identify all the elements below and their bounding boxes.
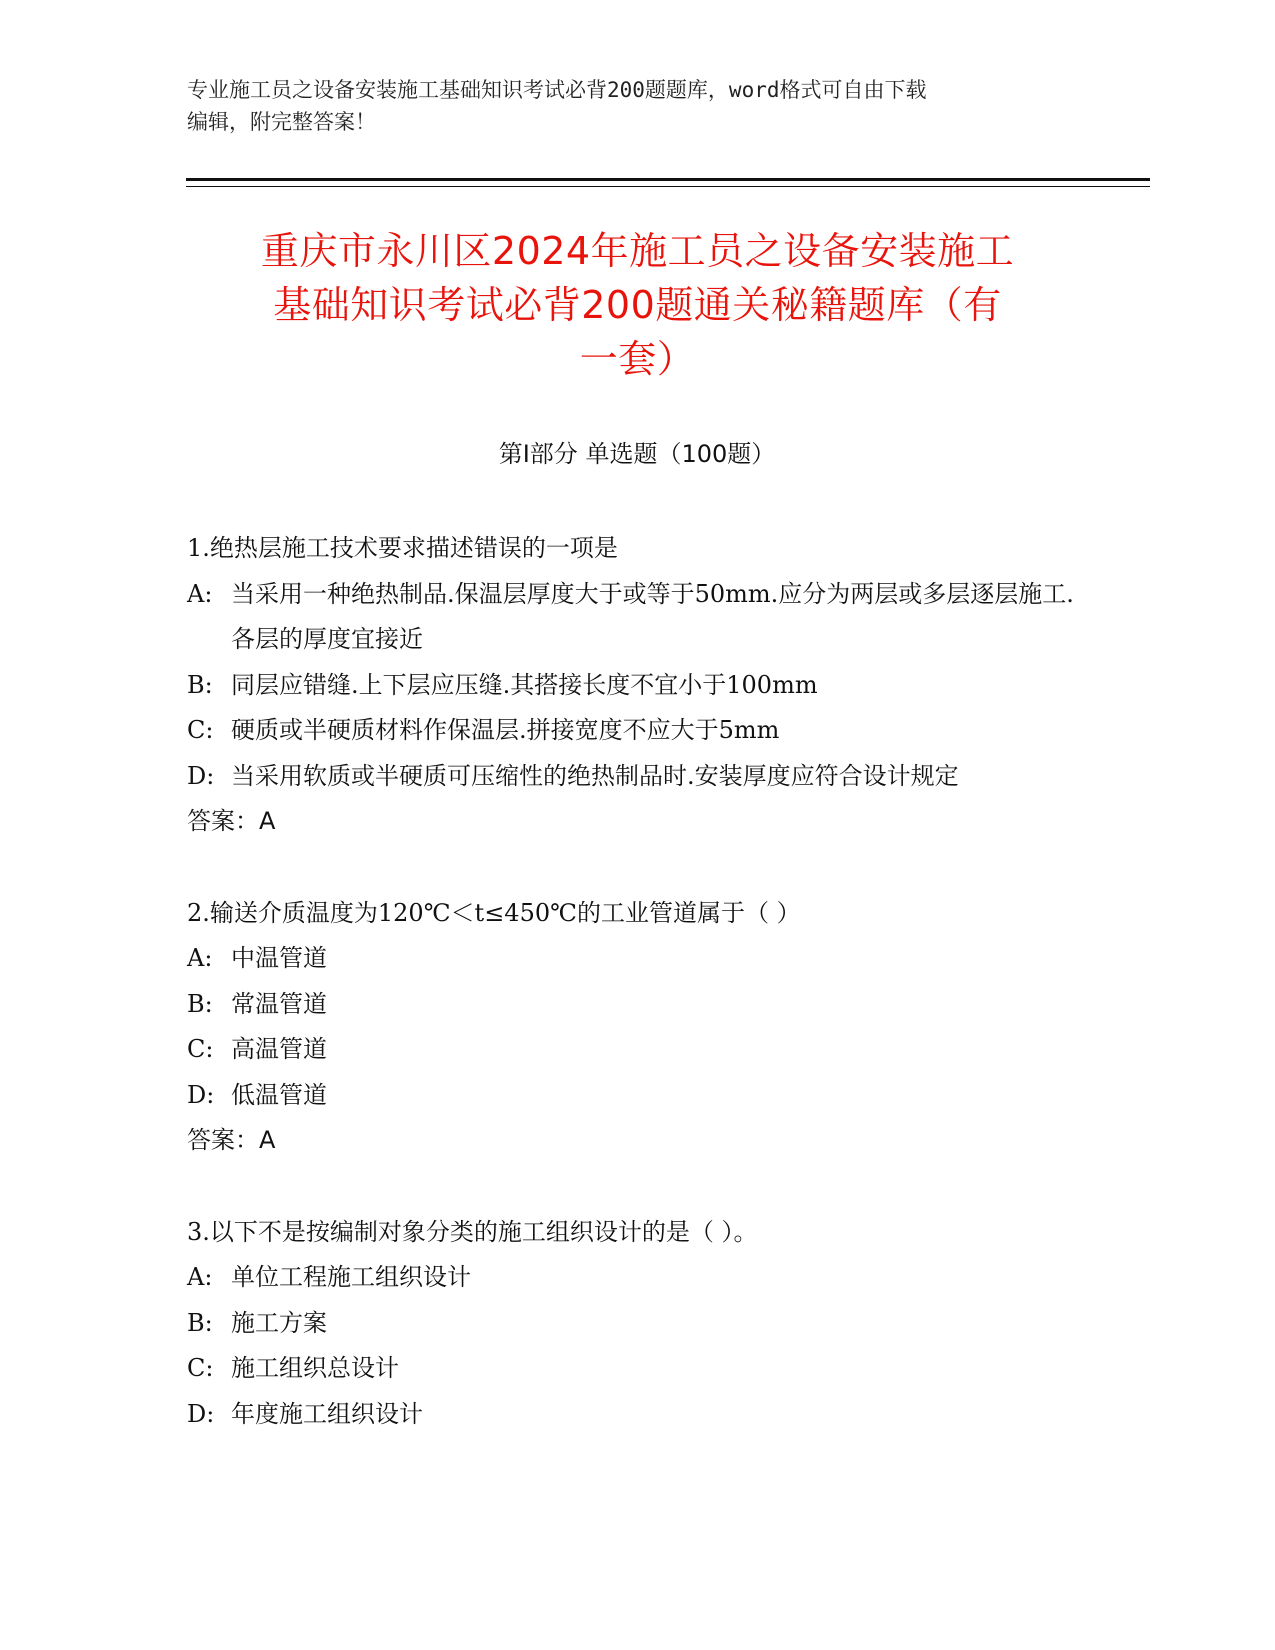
option-letter: B: xyxy=(187,989,213,1018)
answer-line xyxy=(187,799,1087,845)
option-a xyxy=(187,936,1087,982)
option-a xyxy=(187,572,1087,663)
option-b xyxy=(187,982,1087,1028)
title-line: 一套） xyxy=(579,337,696,381)
option-letter: B: xyxy=(187,1308,213,1337)
option-text: 当采用一种绝热制品.保温层厚度大于或等于50mm.应分为两层或多层逐层施工.各层的厚度宜接近 xyxy=(231,579,1074,653)
option-a xyxy=(187,1255,1087,1301)
header-note xyxy=(187,74,1087,138)
option-letter: A: xyxy=(187,944,213,972)
option-text: 当采用软质或半硬质可压缩性的绝热制品时.安装厚度应符合设计规定 xyxy=(231,761,959,790)
header-divider-thick xyxy=(186,178,1150,181)
option-text: 中温管道 xyxy=(231,944,327,972)
option-text: 施工方案 xyxy=(231,1308,327,1337)
title-line: 重庆市永川区2024年施工员之设备安装施工 xyxy=(260,229,1015,273)
option-letter: C: xyxy=(187,1035,214,1063)
answer-line xyxy=(187,1118,1087,1164)
option-text: 年度施工组织设计 xyxy=(231,1399,423,1428)
section-heading: 第Ⅰ部分 单选题（100题） xyxy=(498,440,776,468)
header-note-line: 编辑，附完整答案！ xyxy=(187,110,376,134)
option-d xyxy=(187,754,1087,800)
option-letter: D: xyxy=(187,1080,215,1109)
header-divider-thin xyxy=(186,186,1150,187)
option-d xyxy=(187,1073,1087,1119)
option-text: 高温管道 xyxy=(231,1035,327,1063)
option-letter: D: xyxy=(187,761,215,790)
question-stem: 3.以下不是按编制对象分类的施工组织设计的是（ ）。 xyxy=(187,1217,758,1246)
answer-label: 答案： xyxy=(187,1126,259,1154)
option-letter: B: xyxy=(187,670,213,699)
option-letter: A: xyxy=(187,1263,213,1291)
option-letter: D: xyxy=(187,1399,215,1428)
option-text: 硬质或半硬质材料作保温层.拼接宽度不应大于5mm xyxy=(231,716,780,744)
option-text: 常温管道 xyxy=(231,989,327,1018)
question-item xyxy=(187,891,1087,1164)
option-b xyxy=(187,663,1087,709)
question-item xyxy=(187,1210,1087,1438)
option-text: 同层应错缝.上下层应压缝.其搭接长度不宜小于100mm xyxy=(231,670,818,699)
question-stem: 1.绝热层施工技术要求描述错误的一项是 xyxy=(187,534,618,562)
option-letter: A: xyxy=(187,579,213,608)
option-text: 低温管道 xyxy=(231,1080,327,1109)
option-text: 单位工程施工组织设计 xyxy=(231,1263,471,1291)
option-letter: C: xyxy=(187,1354,214,1382)
option-text: 施工组织总设计 xyxy=(231,1354,399,1382)
question-item xyxy=(187,526,1087,845)
option-c xyxy=(187,1346,1087,1392)
option-d xyxy=(187,1392,1087,1438)
answer-value: A xyxy=(259,807,276,835)
answer-value: A xyxy=(259,1126,276,1154)
header-note-line: 专业施工员之设备安装施工基础知识考试必背200题题库，word格式可自由下载 xyxy=(187,78,927,102)
option-letter: C: xyxy=(187,716,214,744)
answer-label: 答案： xyxy=(187,807,259,835)
option-c xyxy=(187,708,1087,754)
document-title xyxy=(170,224,1105,386)
title-line: 基础知识考试必背200题通关秘籍题库（有 xyxy=(273,283,1002,327)
option-c xyxy=(187,1027,1087,1073)
question-list xyxy=(187,526,1087,1483)
question-stem: 2.输送介质温度为120℃＜t≤450℃的工业管道属于（ ） xyxy=(187,898,801,927)
option-b xyxy=(187,1301,1087,1347)
